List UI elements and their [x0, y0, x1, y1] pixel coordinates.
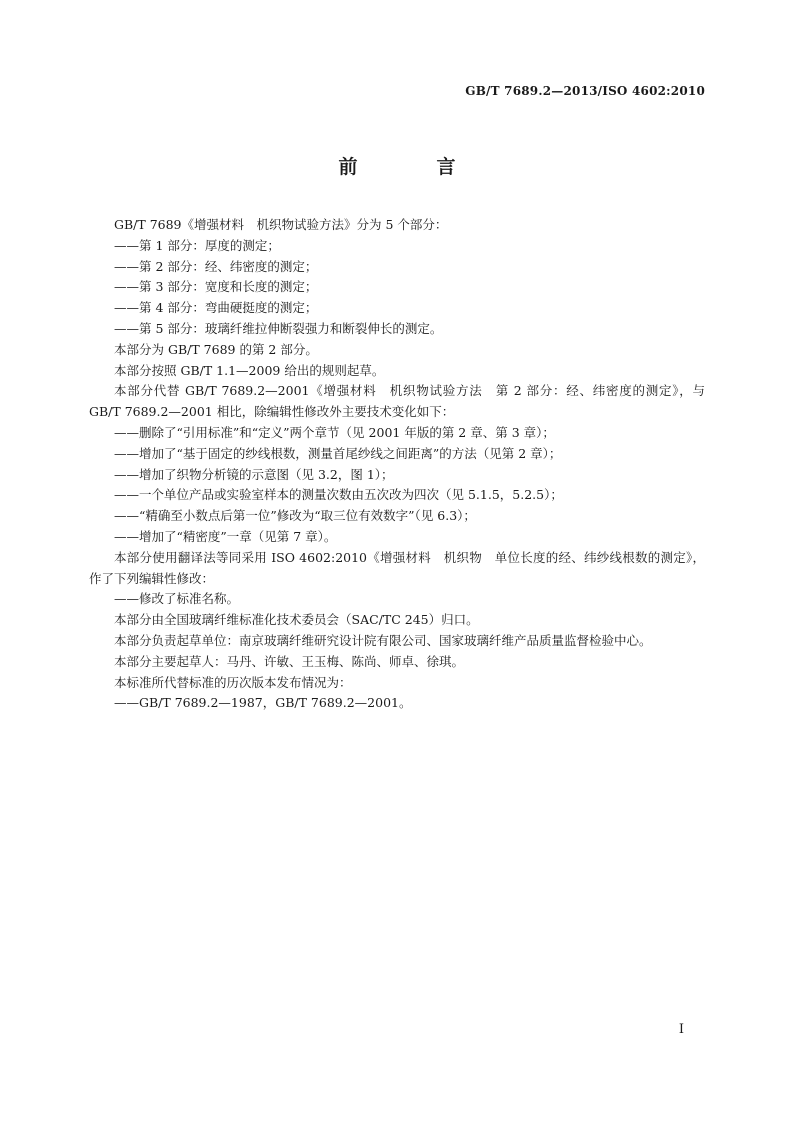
paragraph-translation: 本部分使用翻译法等同采用 ISO 4602:2010《增强材料 机织物 单位长度的经、纬纱线根数的测定》，作了下列编辑性修改： — [89, 549, 705, 586]
paragraph-drafting-rules: 本部分按照 GB/T 1.1—2009 给出的规则起草。 — [114, 362, 385, 378]
list-item-change-6: ——增加了“精密度”一章（见第 7 章）。 — [114, 528, 337, 544]
standard-code-header: GB/T 7689.2—2013/ISO 4602:2010 — [465, 84, 705, 98]
page-number: I — [678, 1022, 684, 1037]
list-item-editorial-change: ——修改了标准名称。 — [114, 591, 240, 607]
list-item-change-1: ——删除了“引用标准”和“定义”两个章节（见 2001 年版的第 2 章、第 3 章）； — [114, 424, 555, 440]
paragraph-committee: 本部分由全国玻璃纤维标准化技术委员会（SAC/TC 245）归口。 — [114, 612, 479, 628]
list-item-change-5: ——“精确至小数点后第一位”修改为“取三位有效数字”（见 6.3）； — [114, 508, 476, 524]
list-item-change-3: ——增加了织物分析镜的示意图（见 3.2，图 1）； — [114, 466, 394, 482]
paragraph-drafting-units: 本部分负责起草单位：南京玻璃纤维研究设计院有限公司、国家玻璃纤维产品质量监督检验中心。 — [114, 632, 652, 648]
list-item-history: ——GB/T 7689.2—1987，GB/T 7689.2—2001。 — [114, 695, 412, 711]
list-item-part-1: ——第 1 部分：厚度的测定； — [114, 237, 280, 253]
list-item-part-2: ——第 2 部分：经、纬密度的测定； — [114, 258, 318, 274]
paragraph-intro: GB/T 7689《增强材料 机织物试验方法》分为 5 个部分： — [114, 217, 448, 232]
foreword-body — [89, 215, 705, 714]
paragraph-replacement: 本部分代替 GB/T 7689.2—2001《增强材料 机织物试验方法 第 2 部分：经、纬密度的测定》，与 GB/T 7689.2—2001 相比，除编辑性修改外主要技术变化如下： — [89, 383, 705, 420]
list-item-part-4: ——第 4 部分：弯曲硬挺度的测定； — [114, 300, 318, 316]
paragraph-drafters: 本部分主要起草人：马丹、许敏、王玉梅、陈尚、师卓、徐琪。 — [114, 653, 465, 669]
paragraph-history-intro: 本标准所代替标准的历次版本发布情况为： — [114, 674, 352, 690]
paragraph-part-statement: 本部分为 GB/T 7689 的第 2 部分。 — [114, 341, 318, 357]
list-item-change-2: ——增加了“基于固定的纱线根数，测量首尾纱线之间距离”的方法（见第 2 章）； — [114, 445, 562, 461]
list-item-change-4: ——一个单位产品或实验室样本的测量次数由五次改为四次（见 5.1.5，5.2.5）； — [114, 487, 563, 503]
list-item-part-3: ——第 3 部分：宽度和长度的测定； — [114, 279, 318, 295]
page-title: 前 言 — [338, 156, 486, 178]
list-item-part-5: ——第 5 部分：玻璃纤维拉伸断裂强力和断裂伸长的测定。 — [114, 320, 443, 336]
